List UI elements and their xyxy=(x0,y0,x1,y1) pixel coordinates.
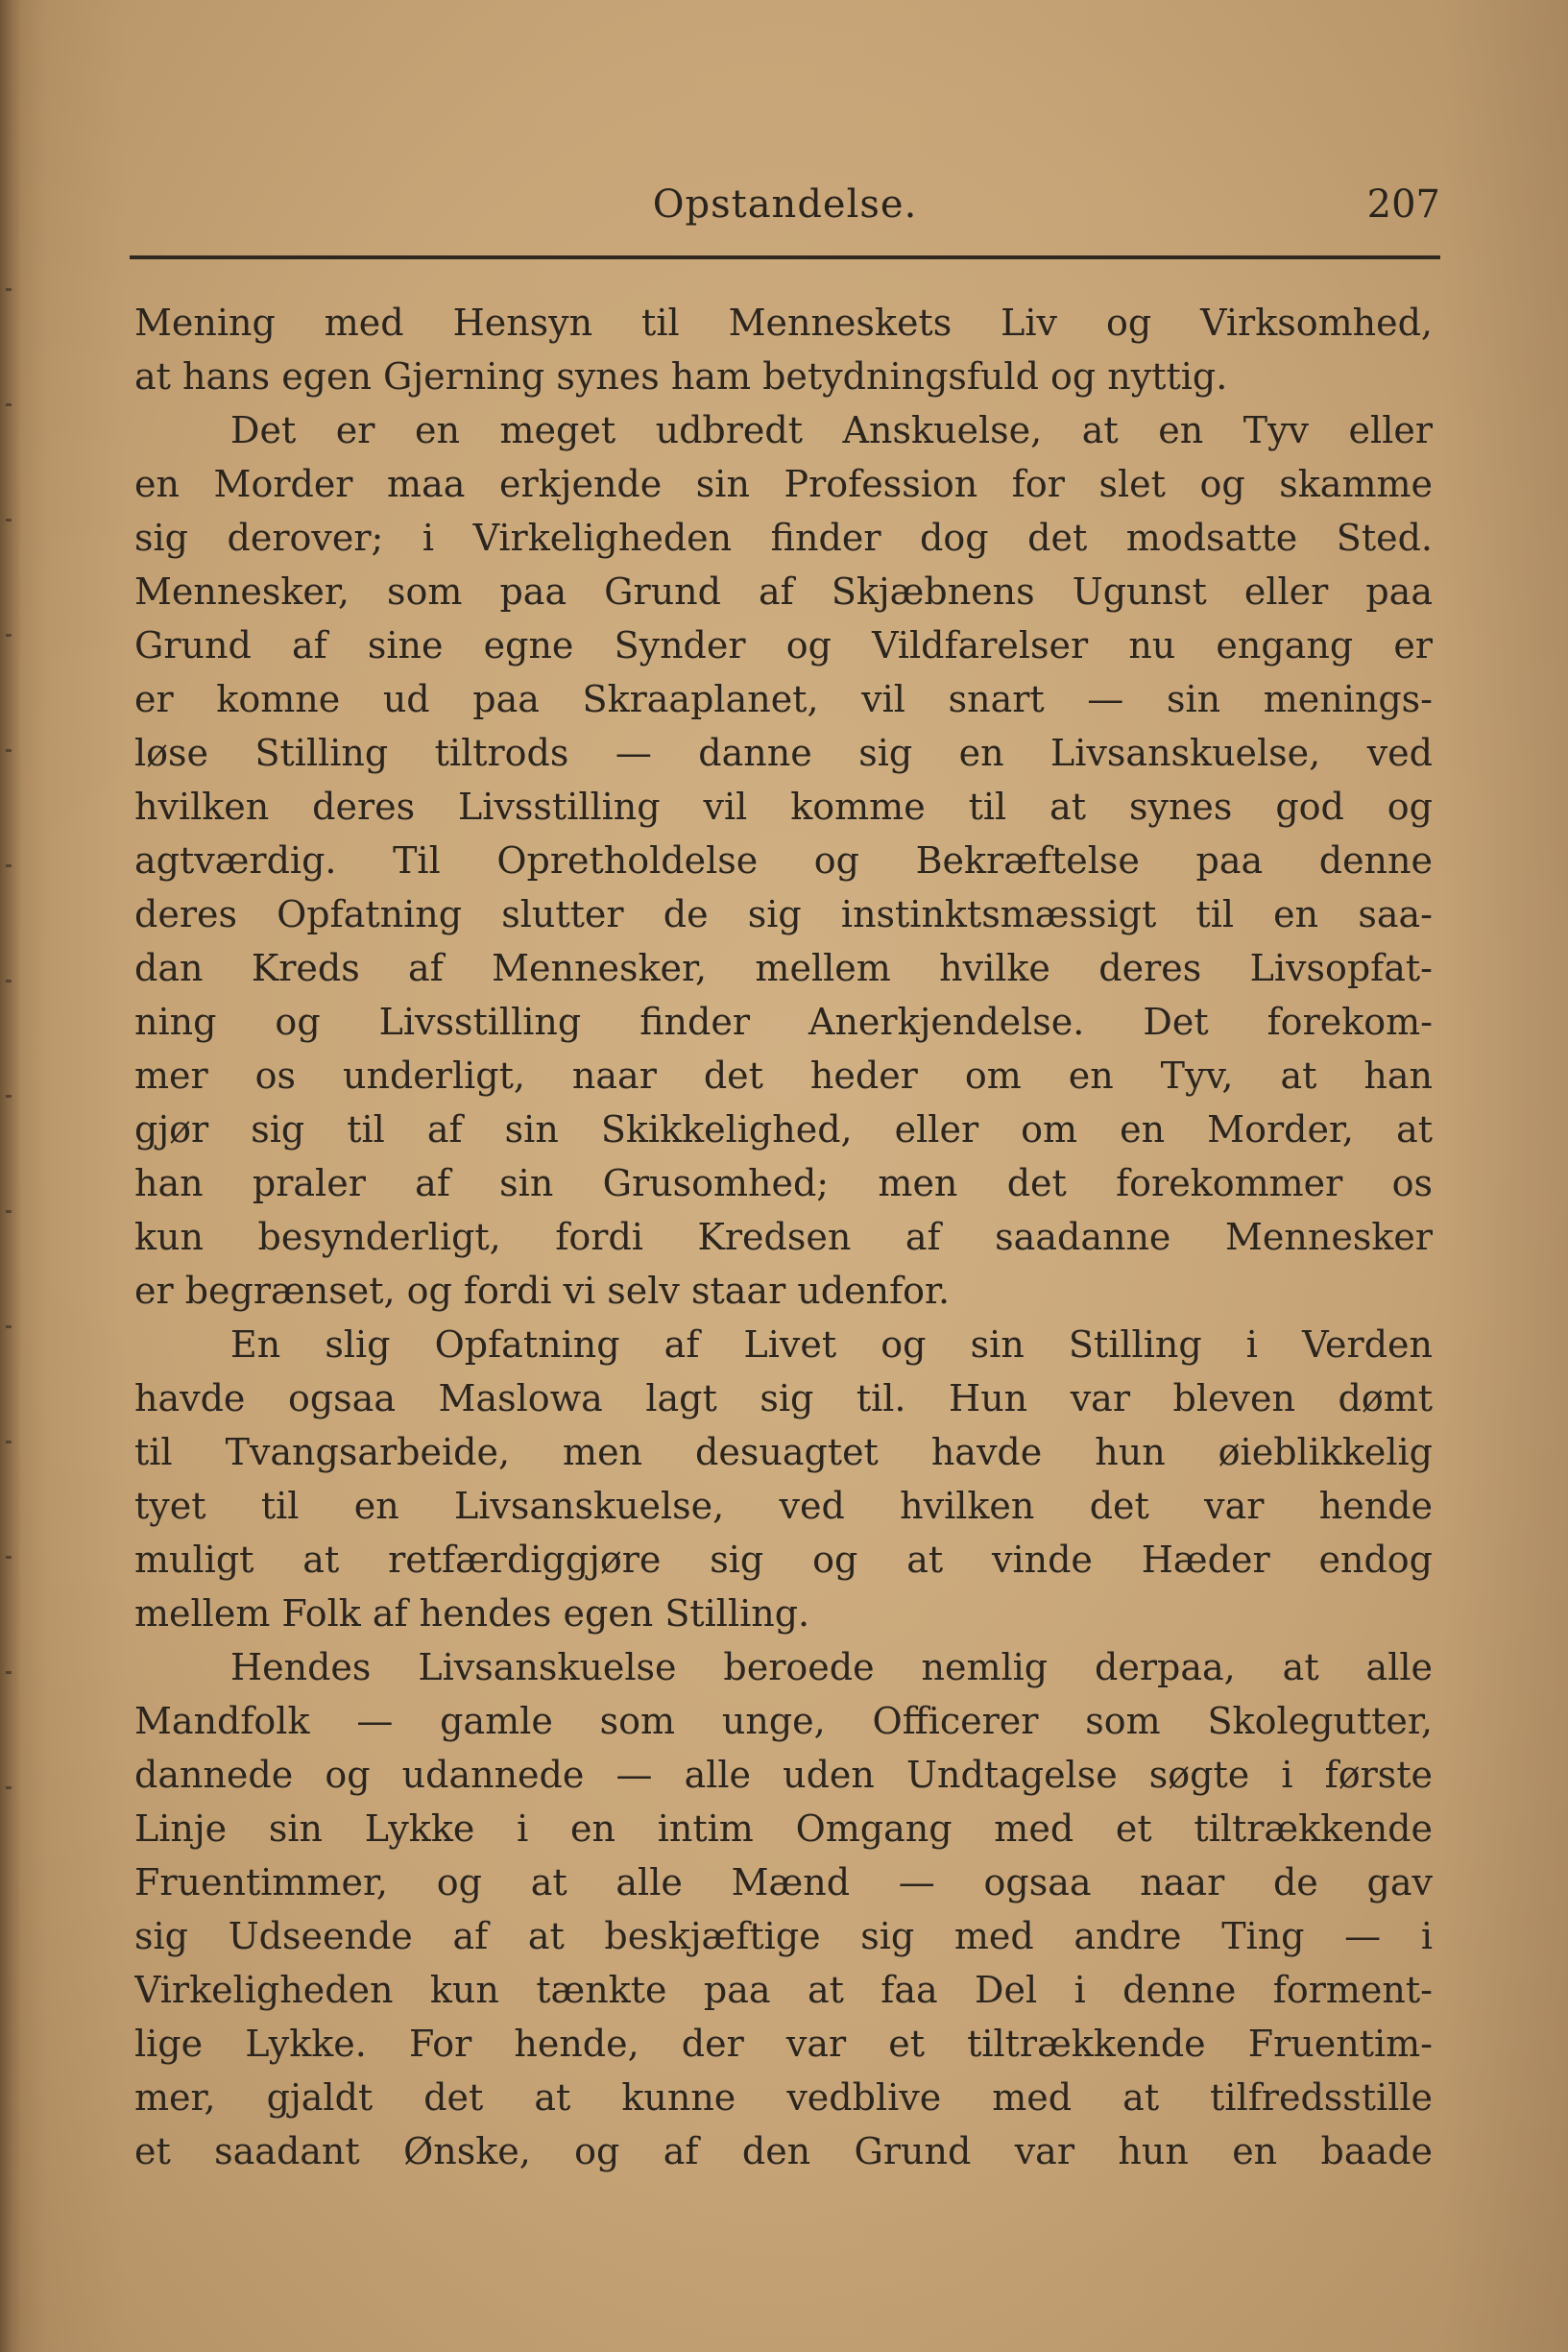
page-number: 207 xyxy=(1366,182,1440,227)
text-line: deres Opfatning slutter de sig instinktsmæssigt til en saa- xyxy=(134,893,1433,935)
text-line: et saadant Ønske, og af den Grund var hun en baade xyxy=(134,2130,1433,2172)
text-line: dannede og udannede — alle uden Undtagelse søgte i første xyxy=(134,1754,1433,1796)
text-line: Fruentimmer, og at alle Mænd — ogsaa naar de gav xyxy=(134,1861,1433,1903)
text-line: til Tvangsarbeide, men desuagtet havde hun øieblikkelig xyxy=(134,1431,1433,1473)
text-line: mer os underligt, naar det heder om en Tyv, at han xyxy=(134,1055,1433,1097)
text-line: løse Stilling tiltrods — danne sig en Livsanskuelse, ved xyxy=(134,732,1433,774)
text-line: Grund af sine egne Synder og Vildfarelser nu engang er xyxy=(134,624,1433,667)
page-header xyxy=(130,182,1440,250)
text-line: hvilken deres Livsstilling vil komme til at synes god og xyxy=(134,786,1433,828)
text-line: han praler af sin Grusomhed; men det forekommer os xyxy=(134,1162,1433,1204)
text-line: mer, gjaldt det at kunne vedblive med at tilfredsstille xyxy=(134,2076,1433,2119)
text-line: lige Lykke. For hende, der var et tiltrækkende Fruentim- xyxy=(134,2023,1433,2065)
text-line: er begrænset, og fordi vi selv staar udenfor. xyxy=(134,1270,951,1312)
text-line: havde ogsaa Maslowa lagt sig til. Hun var bleven dømt xyxy=(134,1377,1433,1419)
text-line: agtværdig. Til Opretholdelse og Bekræftelse paa denne xyxy=(134,839,1433,882)
text-line: Det er en meget udbredt Anskuelse, at en Tyv eller xyxy=(230,409,1433,451)
text-line: En slig Opfatning af Livet og sin Stilling i Verden xyxy=(230,1323,1433,1366)
body-text xyxy=(134,296,1433,2178)
text-line: sig derover; i Virkeligheden finder dog det modsatte Sted. xyxy=(134,517,1433,559)
text-line: mellem Folk af hendes egen Stilling. xyxy=(134,1592,810,1635)
text-line: Virkeligheden kun tænkte paa at faa Del i denne forment- xyxy=(134,1969,1433,2011)
text-line: tyet til en Livsanskuelse, ved hvilken det var hende xyxy=(134,1485,1433,1527)
binding-marks xyxy=(6,288,12,1825)
text-line: ning og Livsstilling finder Anerkjendelse. Det forekom- xyxy=(134,1001,1433,1043)
header-rule xyxy=(130,255,1440,259)
text-line: Mening med Hensyn til Menneskets Liv og Virksomhed, xyxy=(134,302,1433,344)
text-line: dan Kreds af Mennesker, mellem hvilke deres Livsopfat- xyxy=(134,947,1433,989)
text-line: at hans egen Gjerning synes ham betydningsfuld og nyttig. xyxy=(134,355,1228,398)
text-line: Hendes Livsanskuelse beroede nemlig derpaa, at alle xyxy=(230,1646,1433,1688)
text-line: en Morder maa erkjende sin Profession for slet og skamme xyxy=(134,463,1433,505)
text-line: sig Udseende af at beskjæftige sig med andre Ting — i xyxy=(134,1915,1433,1957)
running-title: Opstandelse. xyxy=(652,182,918,227)
text-line: er komne ud paa Skraaplanet, vil snart — sin menings- xyxy=(134,678,1433,720)
text-line: Mandfolk — gamle som unge, Officerer som Skolegutter, xyxy=(134,1700,1433,1742)
text-line: kun besynderligt, fordi Kredsen af saadanne Mennesker xyxy=(134,1216,1433,1258)
text-line: muligt at retfærdiggjøre sig og at vinde Hæder endog xyxy=(134,1539,1433,1581)
text-line: Linje sin Lykke i en intim Omgang med et tiltrækkende xyxy=(134,1807,1433,1850)
text-line: Mennesker, som paa Grund af Skjæbnens Ugunst eller paa xyxy=(134,570,1433,613)
text-line: gjør sig til af sin Skikkelighed, eller om en Morder, at xyxy=(134,1108,1433,1151)
